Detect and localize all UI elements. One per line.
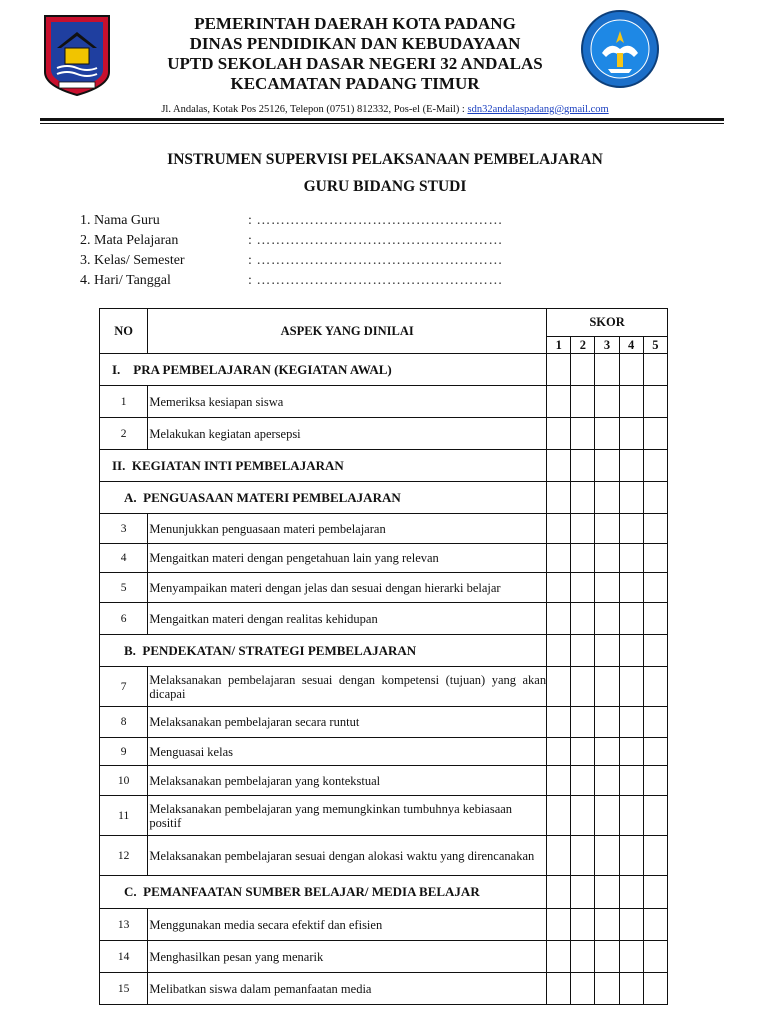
score-cell[interactable] <box>571 573 595 603</box>
score-cell[interactable] <box>571 738 595 766</box>
score-cell[interactable] <box>571 667 595 707</box>
title-line-1: INSTRUMEN SUPERVISI PELAKSANAAN PEMBELAJARAN <box>167 151 603 168</box>
score-cell[interactable] <box>643 973 667 1005</box>
item-text: Menggunakan media secara efektif dan efisien <box>148 909 547 941</box>
section-row <box>100 450 668 482</box>
score-cell[interactable] <box>547 941 571 973</box>
score-cell[interactable] <box>643 635 667 667</box>
score-cell[interactable] <box>619 909 643 941</box>
score-cell[interactable] <box>619 635 643 667</box>
column-header-no: NO <box>100 309 148 354</box>
supervision-table <box>99 308 668 1005</box>
score-cell[interactable] <box>595 766 619 796</box>
score-cell[interactable] <box>571 707 595 738</box>
score-cell[interactable] <box>619 941 643 973</box>
score-cell[interactable] <box>643 876 667 909</box>
score-cell[interactable] <box>595 909 619 941</box>
letterhead <box>110 14 600 94</box>
score-cell[interactable] <box>571 876 595 909</box>
subsection-title: A. PENGUASAAN MATERI PEMBELAJARAN <box>100 482 547 514</box>
subsection-row <box>100 635 668 667</box>
subsection-row <box>100 876 668 909</box>
item-number: 4 <box>100 544 148 573</box>
identity-blank: : …………………………………………… <box>248 273 503 288</box>
score-cell[interactable] <box>571 418 595 450</box>
score-cell[interactable] <box>571 766 595 796</box>
score-cell[interactable] <box>619 603 643 635</box>
score-cell[interactable] <box>643 544 667 573</box>
score-cell[interactable] <box>571 941 595 973</box>
table-row <box>100 603 668 635</box>
score-cell[interactable] <box>643 482 667 514</box>
score-cell[interactable] <box>547 386 571 418</box>
score-cell[interactable] <box>643 836 667 876</box>
item-number: 5 <box>100 573 148 603</box>
score-cell[interactable] <box>571 836 595 876</box>
letterhead-line-2: DINAS PENDIDIKAN DAN KEBUDAYAAN <box>189 34 521 53</box>
identity-blank: : …………………………………………… <box>248 213 503 228</box>
score-cell[interactable] <box>547 836 571 876</box>
title-line-2: GURU BIDANG STUDI <box>303 178 467 195</box>
score-cell[interactable] <box>547 418 571 450</box>
score-cell[interactable] <box>643 796 667 836</box>
teacher-identity-fields <box>80 211 503 291</box>
score-cell[interactable] <box>547 973 571 1005</box>
padang-city-emblem-logo <box>43 14 111 97</box>
score-cell[interactable] <box>571 603 595 635</box>
item-text: Melaksanakan pembelajaran sesuai dengan alokasi waktu yang direncanakan <box>148 836 547 876</box>
score-header-1: 1 <box>547 337 571 354</box>
table-row <box>100 544 668 573</box>
score-cell[interactable] <box>643 766 667 796</box>
score-cell[interactable] <box>619 482 643 514</box>
score-cell[interactable] <box>619 544 643 573</box>
score-cell[interactable] <box>595 450 619 482</box>
score-cell[interactable] <box>547 796 571 836</box>
score-cell[interactable] <box>571 482 595 514</box>
score-cell[interactable] <box>643 354 667 386</box>
score-cell[interactable] <box>643 418 667 450</box>
email-link[interactable]: sdn32andalaspadang@gmail.com <box>467 104 609 115</box>
score-cell[interactable] <box>595 482 619 514</box>
item-text: Melaksanakan pembelajaran secara runtut <box>148 707 547 738</box>
score-cell[interactable] <box>595 941 619 973</box>
item-text: Mengaitkan materi dengan pengetahuan lain yang relevan <box>148 544 547 573</box>
score-cell[interactable] <box>547 573 571 603</box>
score-cell[interactable] <box>595 603 619 635</box>
score-cell[interactable] <box>619 973 643 1005</box>
table-row <box>100 707 668 738</box>
item-number: 12 <box>100 836 148 876</box>
item-number: 15 <box>100 973 148 1005</box>
table-row <box>100 514 668 544</box>
score-cell[interactable] <box>595 796 619 836</box>
score-cell[interactable] <box>643 386 667 418</box>
item-number: 11 <box>100 796 148 836</box>
score-cell[interactable] <box>595 418 619 450</box>
subsection-row <box>100 482 668 514</box>
item-text: Melaksanakan pembelajaran sesuai dengan kompetensi (tujuan) yang akan dicapai <box>148 667 547 707</box>
item-number: 14 <box>100 941 148 973</box>
score-cell[interactable] <box>595 973 619 1005</box>
letterhead-line-3: UPTD SEKOLAH DASAR NEGERI 32 ANDALAS <box>167 54 543 73</box>
score-cell[interactable] <box>619 386 643 418</box>
score-cell[interactable] <box>595 876 619 909</box>
score-cell[interactable] <box>643 941 667 973</box>
score-cell[interactable] <box>547 354 571 386</box>
score-header-4: 4 <box>619 337 643 354</box>
identity-row-name <box>80 211 503 231</box>
score-cell[interactable] <box>571 386 595 418</box>
identity-blank: : …………………………………………… <box>248 253 503 268</box>
item-number: 10 <box>100 766 148 796</box>
score-cell[interactable] <box>547 514 571 544</box>
score-cell[interactable] <box>595 836 619 876</box>
item-number: 8 <box>100 707 148 738</box>
item-text: Melibatkan siswa dalam pemanfaatan media <box>148 973 547 1005</box>
score-cell[interactable] <box>619 418 643 450</box>
table-row <box>100 667 668 707</box>
score-cell[interactable] <box>619 450 643 482</box>
item-text: Melakukan kegiatan apersepsi <box>148 418 547 450</box>
score-cell[interactable] <box>619 796 643 836</box>
section-row <box>100 354 668 386</box>
address-text: Jl. Andalas, Kotak Pos 25126, Telepon (0751) 812332, Pos-el (E-Mail) : <box>161 104 468 115</box>
score-cell[interactable] <box>619 573 643 603</box>
score-cell[interactable] <box>619 667 643 707</box>
item-number: 13 <box>100 909 148 941</box>
score-cell[interactable] <box>643 909 667 941</box>
table-row <box>100 738 668 766</box>
item-number: 7 <box>100 667 148 707</box>
identity-blank: : …………………………………………… <box>248 233 503 248</box>
score-cell[interactable] <box>571 450 595 482</box>
score-cell[interactable] <box>571 973 595 1005</box>
item-text: Menguasai kelas <box>148 738 547 766</box>
score-cell[interactable] <box>547 707 571 738</box>
score-cell[interactable] <box>547 482 571 514</box>
section-title: I. PRA PEMBELAJARAN (KEGIATAN AWAL) <box>100 354 547 386</box>
score-cell[interactable] <box>547 738 571 766</box>
column-header-aspect: ASPEK YANG DINILAI <box>148 309 547 354</box>
column-header-score: SKOR <box>547 309 668 337</box>
score-cell[interactable] <box>571 796 595 836</box>
score-cell[interactable] <box>571 544 595 573</box>
identity-label: 4. Hari/ Tanggal <box>80 273 171 288</box>
item-number: 9 <box>100 738 148 766</box>
item-number: 3 <box>100 514 148 544</box>
score-cell[interactable] <box>547 876 571 909</box>
score-cell[interactable] <box>595 386 619 418</box>
table-row <box>100 973 668 1005</box>
table-row <box>100 836 668 876</box>
item-number: 6 <box>100 603 148 635</box>
table-row <box>100 909 668 941</box>
score-cell[interactable] <box>619 514 643 544</box>
item-number: 2 <box>100 418 148 450</box>
score-cell[interactable] <box>547 450 571 482</box>
score-cell[interactable] <box>595 738 619 766</box>
score-cell[interactable] <box>619 876 643 909</box>
document-title <box>40 146 730 200</box>
score-cell[interactable] <box>547 766 571 796</box>
score-cell[interactable] <box>643 450 667 482</box>
letterhead-line-4: KECAMATAN PADANG TIMUR <box>230 74 480 93</box>
item-text: Menghasilkan pesan yang menarik <box>148 941 547 973</box>
score-cell[interactable] <box>643 667 667 707</box>
score-cell[interactable] <box>643 738 667 766</box>
letterhead-line-1: PEMERINTAH DAERAH KOTA PADANG <box>194 14 516 33</box>
score-header-3: 3 <box>595 337 619 354</box>
table-row <box>100 941 668 973</box>
score-cell[interactable] <box>643 573 667 603</box>
letterhead-divider-thick <box>40 118 724 121</box>
score-cell[interactable] <box>643 514 667 544</box>
score-cell[interactable] <box>547 544 571 573</box>
score-cell[interactable] <box>595 544 619 573</box>
item-text: Melaksanakan pembelajaran yang memungkinkan tumbuhnya kebiasaan positif <box>148 796 547 836</box>
score-cell[interactable] <box>595 514 619 544</box>
item-text: Menunjukkan penguasaan materi pembelajaran <box>148 514 547 544</box>
score-cell[interactable] <box>619 354 643 386</box>
item-number: 1 <box>100 386 148 418</box>
score-cell[interactable] <box>595 667 619 707</box>
table-row <box>100 796 668 836</box>
score-cell[interactable] <box>571 354 595 386</box>
score-cell[interactable] <box>547 635 571 667</box>
table-row <box>100 766 668 796</box>
identity-row-class <box>80 251 503 271</box>
item-text: Menyampaikan materi dengan jelas dan sesuai dengan hierarki belajar <box>148 573 547 603</box>
identity-label: 2. Mata Pelajaran <box>80 233 179 248</box>
score-cell[interactable] <box>547 603 571 635</box>
score-cell[interactable] <box>595 354 619 386</box>
identity-label: 3. Kelas/ Semester <box>80 253 185 268</box>
identity-row-subject <box>80 231 503 251</box>
score-cell[interactable] <box>571 635 595 667</box>
score-cell[interactable] <box>547 909 571 941</box>
letterhead-divider-thin <box>40 123 724 124</box>
school-address <box>40 103 730 116</box>
table-row <box>100 418 668 450</box>
subsection-title: B. PENDEKATAN/ STRATEGI PEMBELAJARAN <box>100 635 547 667</box>
score-cell[interactable] <box>643 603 667 635</box>
score-cell[interactable] <box>595 707 619 738</box>
score-cell[interactable] <box>619 766 643 796</box>
score-cell[interactable] <box>643 707 667 738</box>
identity-row-date <box>80 271 503 291</box>
item-text: Melaksanakan pembelajaran yang kontekstual <box>148 766 547 796</box>
score-cell[interactable] <box>595 635 619 667</box>
table-row <box>100 573 668 603</box>
section-title: II. KEGIATAN INTI PEMBELAJARAN <box>100 450 547 482</box>
score-cell[interactable] <box>571 514 595 544</box>
score-header-5: 5 <box>643 337 667 354</box>
score-cell[interactable] <box>619 707 643 738</box>
score-header-2: 2 <box>571 337 595 354</box>
score-cell[interactable] <box>571 909 595 941</box>
table-row <box>100 386 668 418</box>
score-cell[interactable] <box>595 573 619 603</box>
item-text: Memeriksa kesiapan siswa <box>148 386 547 418</box>
score-cell[interactable] <box>619 738 643 766</box>
identity-label: 1. Nama Guru <box>80 213 160 228</box>
score-cell[interactable] <box>619 836 643 876</box>
score-cell[interactable] <box>547 667 571 707</box>
item-text: Mengaitkan materi dengan realitas kehidupan <box>148 603 547 635</box>
subsection-title: C. PEMANFAATAN SUMBER BELAJAR/ MEDIA BELAJAR <box>100 876 547 909</box>
